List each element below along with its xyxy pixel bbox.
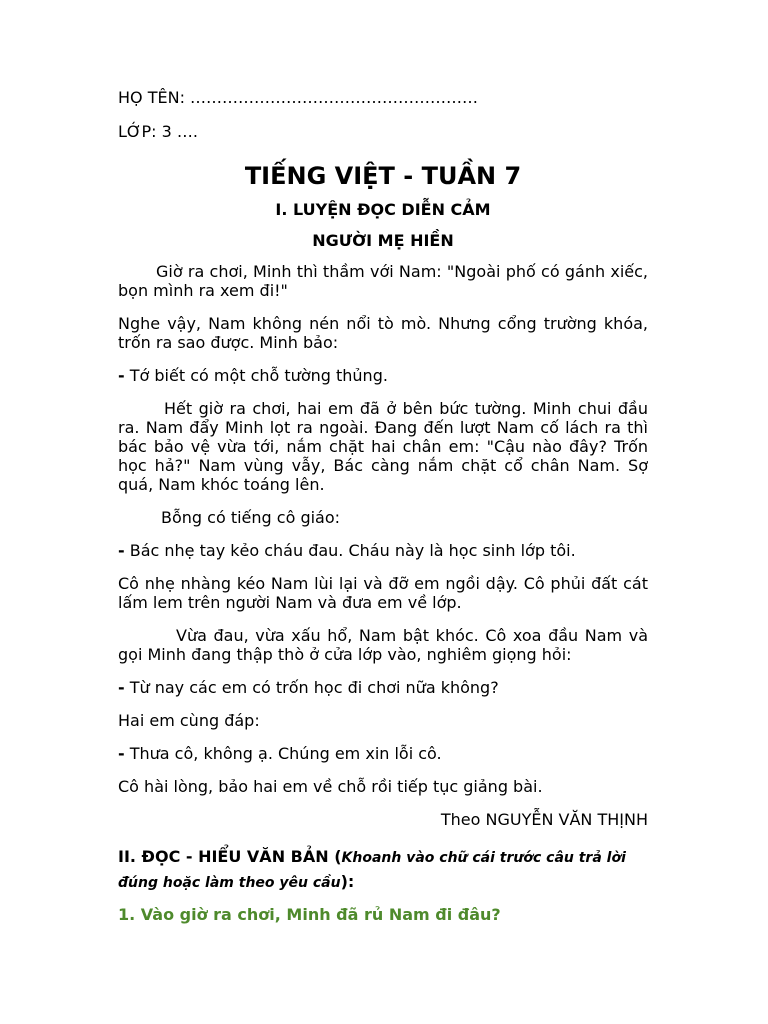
story-source: Theo NGUYỄN VĂN THỊNH: [440, 810, 648, 829]
dialogue-text: Tớ biết có một chỗ tường thủng.: [129, 366, 388, 385]
dialogue-line: [118, 678, 648, 697]
dialogue-text: Bác nhẹ tay kẻo cháu đau. Cháu này là học sinh lớp tôi.: [129, 541, 576, 560]
story-paragraph: Nghe vậy, Nam không nén nổi tò mò. Nhưng cổng trường khóa, trốn ra sao được. Minh bảo:: [118, 314, 648, 352]
story-paragraph: Hết giờ ra chơi, hai em đã ở bên bức tường. Minh chui đầu ra. Nam đẩy Minh lọt ra ngoài. Đang đến lượt Nam cố lách ra thì bác bảo vệ vừa tới, nắm chặt hai chân em: "Cậu nào đây? Trốn học hả?" Nam vùng vẫy, Bác càng nắm chặt cổ chân Nam. Sợ quá, Nam khóc toáng lên.: [118, 399, 648, 494]
story-title: NGƯỜI MẸ HIỀN: [312, 231, 454, 250]
class-field: LỚP: 3 ….: [118, 122, 198, 141]
student-name-field: HỌ TÊN: ………………………………………………: [118, 88, 479, 107]
section-1-heading: I. LUYỆN ĐỌC DIỄN CẢM: [275, 200, 491, 219]
dialogue-dash: -: [118, 541, 125, 560]
question-1: 1. Vào giờ ra chơi, Minh đã rủ Nam đi đâu?: [118, 905, 501, 924]
section-2-open-paren: (: [334, 847, 342, 866]
dialogue-dash: -: [118, 744, 125, 763]
dialogue-dash: -: [118, 678, 125, 697]
section-2-instruction: Khoanh vào chữ cái trước câu trả lời đúng hoặc làm theo yêu cầu: [118, 850, 626, 891]
dialogue-text: Thưa cô, không ạ. Chúng em xin lỗi cô.: [129, 744, 442, 763]
dialogue-line: [118, 744, 648, 763]
story-paragraph: Cô hài lòng, bảo hai em về chỗ rồi tiếp tục giảng bài.: [118, 777, 543, 796]
story-paragraph: Vừa đau, vừa xấu hổ, Nam bật khóc. Cô xoa đầu Nam và gọi Minh đang thập thò ở cửa lớp vào, nghiêm giọng hỏi:: [118, 626, 648, 664]
dialogue-line: [118, 541, 648, 560]
worksheet-title: TIẾNG VIỆT - TUẦN 7: [244, 162, 522, 190]
dialogue-line: [118, 366, 648, 385]
dialogue-text: Từ nay các em có trốn học đi chơi nữa không?: [129, 678, 499, 697]
dialogue-dash: -: [118, 366, 125, 385]
section-2-heading: [118, 845, 648, 895]
story-paragraph: Hai em cùng đáp:: [118, 711, 260, 730]
story-paragraph: Bỗng có tiếng cô giáo:: [161, 508, 341, 527]
worksheet-page: [118, 88, 648, 924]
story-paragraph: Cô nhẹ nhàng kéo Nam lùi lại và đỡ em ngồi dậy. Cô phủi đất cát lấm lem trên người Nam và đưa em về lớp.: [118, 574, 648, 612]
story-paragraph: Giờ ra chơi, Minh thì thầm với Nam: "Ngoài phố có gánh xiếc, bọn mình ra xem đi!": [118, 262, 648, 300]
section-2-title: II. ĐỌC - HIỂU VĂN BẢN: [118, 847, 329, 866]
section-2-close: ):: [340, 872, 355, 891]
